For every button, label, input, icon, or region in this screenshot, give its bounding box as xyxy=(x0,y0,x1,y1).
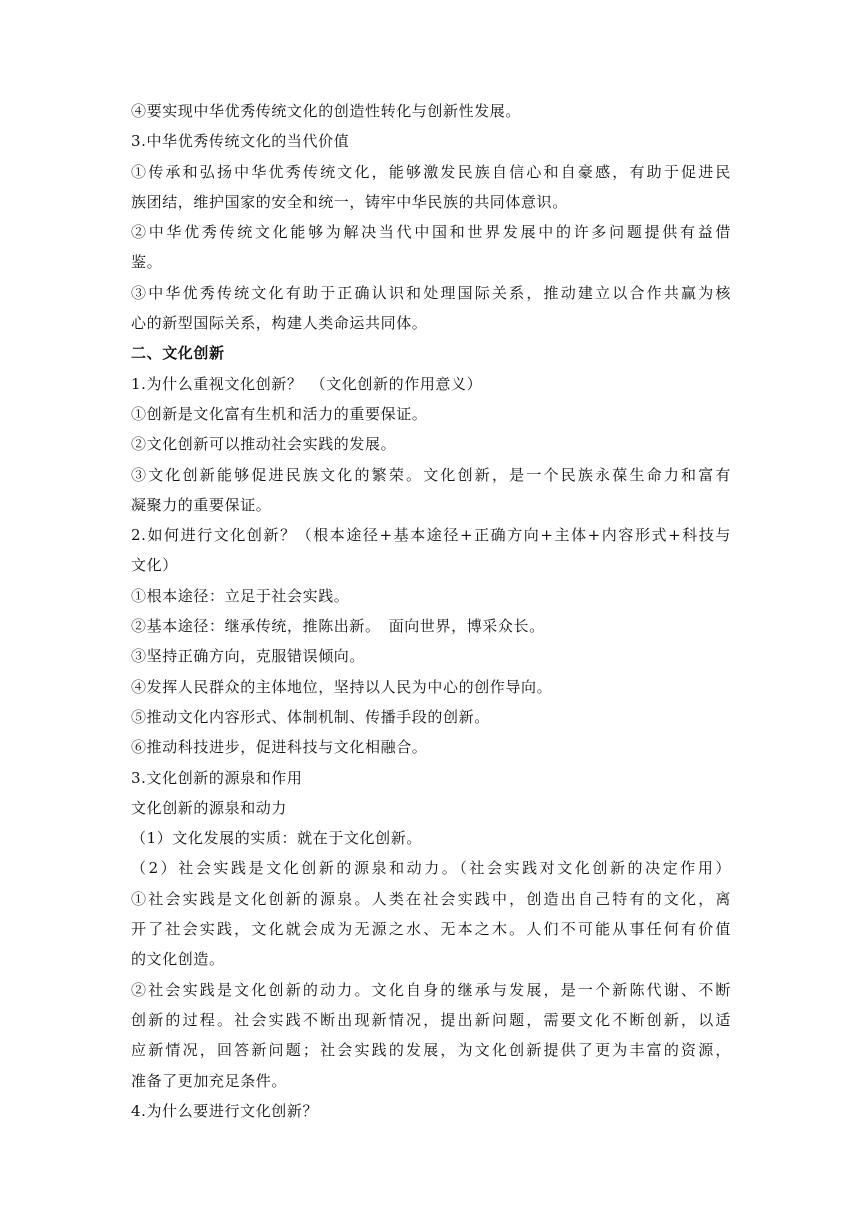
text-line: ①创新是文化富有生机和活力的重要保证。 xyxy=(131,404,428,423)
text-line: ⑥推动科技进步，促进科技与文化相融合。 xyxy=(131,738,428,757)
text-line: 文化创新的源泉和动力 xyxy=(131,798,288,817)
document-page xyxy=(131,96,731,1126)
text-line: （1）文化发展的实质：就在于文化创新。 xyxy=(131,829,422,848)
text-line: 文化） xyxy=(131,556,178,575)
text-line: 2.如何进行文化创新？（根本途径+基本途径+正确方向+主体+内容形式+科技与 xyxy=(131,526,731,545)
text-line: ③坚持正确方向，克服错误倾向。 xyxy=(131,647,366,666)
text-line: 创新的过程。社会实践不断出现新情况，提出新问题，需要文化不断创新，以适 xyxy=(131,1010,731,1029)
text-line: 族团结，维护国家的安全和统一，铸牢中华民族的共同体意识。 xyxy=(131,192,568,211)
text-line: （2）社会实践是文化创新的源泉和动力。（社会实践对文化创新的决定作用） xyxy=(131,859,731,878)
text-line: 应新情况，回答新问题；社会实践的发展，为文化创新提供了更为丰富的资源， xyxy=(131,1041,731,1060)
text-line: ⑤推动文化内容形式、体制机制、传播手段的创新。 xyxy=(131,707,490,726)
text-line: 3.中华优秀传统文化的当代价值 xyxy=(131,132,350,151)
text-line: ①根本途径：立足于社会实践。 xyxy=(131,586,350,605)
text-line: ④要实现中华优秀传统文化的创造性转化与创新性发展。 xyxy=(131,102,522,120)
text-line: 鉴。 xyxy=(131,253,163,272)
text-line: 开了社会实践，文化就会成为无源之水、无本之木。人们不可能从事任何有价值 xyxy=(131,920,731,939)
text-line: 的文化创造。 xyxy=(131,950,225,969)
text-line: ②社会实践是文化创新的动力。文化自身的继承与发展，是一个新陈代谢、不断 xyxy=(131,980,731,999)
section-heading: 二、文化创新 xyxy=(131,344,225,363)
text-line: 3.文化创新的源泉和作用 xyxy=(131,768,303,787)
text-line: ①传承和弘扬中华优秀传统文化，能够激发民族自信心和自豪感，有助于促进民 xyxy=(131,162,731,181)
text-line: ②基本途径：继承传统，推陈出新。 面向世界，博采众长。 xyxy=(131,617,545,636)
text-line: ④发挥人民群众的主体地位，坚持以人民为中心的创作导向。 xyxy=(131,677,553,696)
text-line: ②中华优秀传统文化能够为解决当代中国和世界发展中的许多问题提供有益借 xyxy=(131,223,731,242)
text-line: 凝聚力的重要保证。 xyxy=(131,495,272,514)
text-line: ③文化创新能够促进民族文化的繁荣。文化创新，是一个民族永葆生命力和富有 xyxy=(131,465,731,484)
text-line: 心的新型国际关系，构建人类命运共同体。 xyxy=(131,314,428,333)
text-line: ②文化创新可以推动社会实践的发展。 xyxy=(131,435,397,454)
text-line: 准备了更加充足条件。 xyxy=(131,1071,288,1090)
text-line: ③中华优秀传统文化有助于正确认识和处理国际关系，推动建立以合作共赢为核 xyxy=(131,283,731,302)
text-line: ①社会实践是文化创新的源泉。人类在社会实践中，创造出自己特有的文化，离 xyxy=(131,889,731,908)
text-line: 4.为什么要进行文化创新？ xyxy=(131,1101,319,1120)
text-line: 1.为什么重视文化创新？ （文化创新的作用意义） xyxy=(131,374,483,393)
